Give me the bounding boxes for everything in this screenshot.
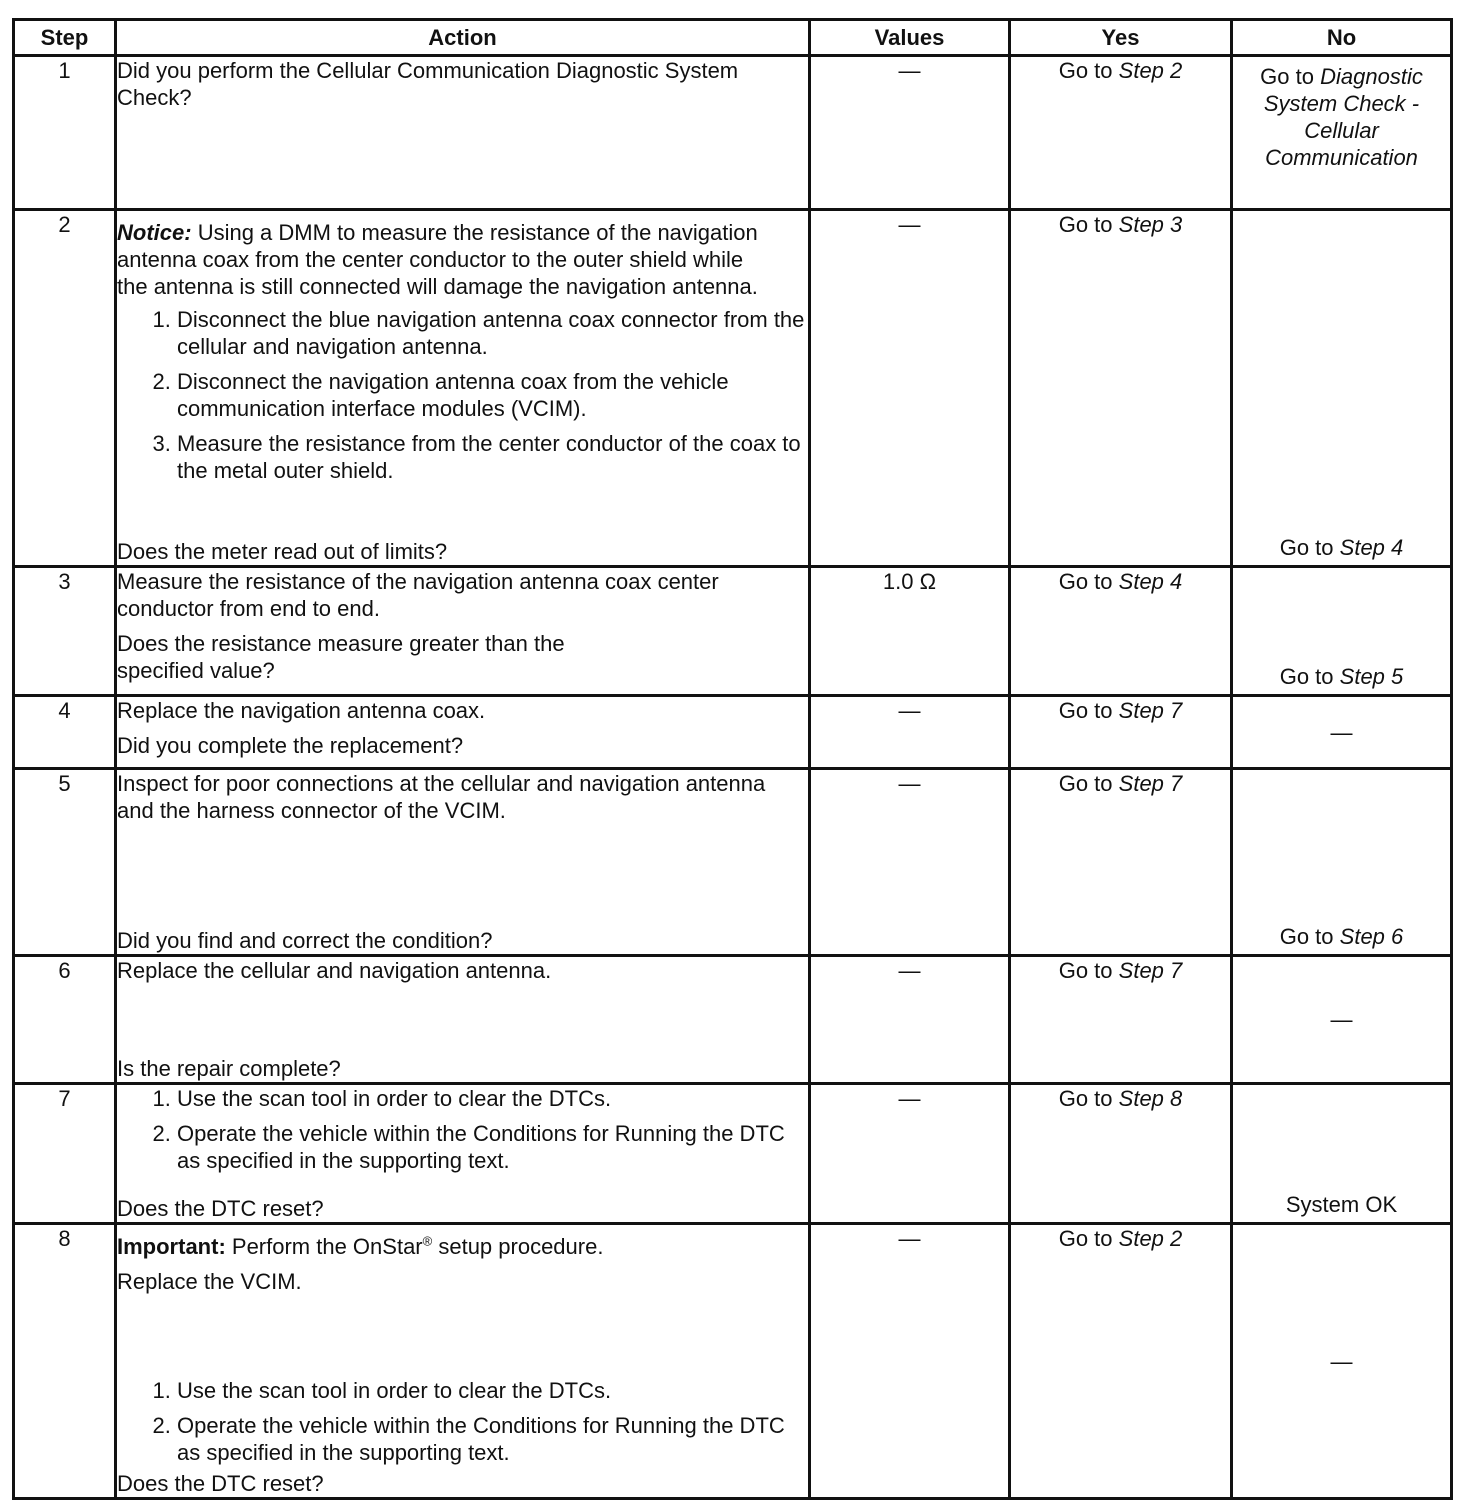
table-row (14, 956, 1452, 1084)
step-number: 7 (14, 1084, 116, 1224)
header-no: No (1232, 20, 1452, 56)
yes-link[interactable]: Step 7 (1118, 698, 1183, 723)
header-row (14, 20, 1452, 56)
list-item: 2. Operate the vehicle within the Conditions for Running the DTC as specified in the supporting text. (177, 1412, 808, 1466)
header-action: Action (116, 20, 810, 56)
important-paragraph (117, 1225, 808, 1260)
action-cell (116, 210, 810, 567)
values-cell: — (810, 1084, 1010, 1224)
no-cell: — (1232, 1224, 1452, 1499)
action-text: Replace the navigation antenna coax. (117, 698, 486, 723)
action-cell (116, 956, 810, 1084)
notice-text: Using a DMM to measure the resistance of the navigation antenna coax from the center conductor to the outer shield while the antenna is still connected will damage the navigation antenna. (117, 220, 758, 299)
header-step: Step (14, 20, 116, 56)
no-link[interactable]: Step 5 (1339, 664, 1404, 689)
action-text: Did you perform the Cellular Communication Diagnostic System Check? (117, 58, 739, 110)
important-text: Perform the OnStar (231, 1234, 423, 1259)
values-cell: — (810, 696, 1010, 769)
table-row (14, 56, 1452, 210)
table-row (14, 1224, 1452, 1499)
action-cell (116, 56, 810, 210)
step-number: 1 (14, 56, 116, 210)
action-cell (116, 1084, 810, 1224)
step-number: 2 (14, 210, 116, 567)
goto-label: Go to (1058, 212, 1113, 237)
header-yes: Yes (1010, 20, 1232, 56)
list-item: 2. Operate the vehicle within the Conditions for Running the DTC as specified in the supporting text. (177, 1120, 808, 1174)
registered-mark: ® (422, 1233, 433, 1249)
action-text: Replace the cellular and navigation antenna. (117, 958, 552, 983)
step-number: 3 (14, 567, 116, 696)
important-text-end: setup procedure. (432, 1234, 604, 1259)
no-cell: — (1232, 956, 1452, 1084)
values-cell: 1.0 Ω (810, 567, 1010, 696)
diagnostic-table (12, 18, 1453, 1500)
yes-cell (1010, 56, 1232, 210)
goto-label: Go to (1058, 569, 1113, 594)
values-cell: — (810, 1224, 1010, 1499)
no-cell (1232, 210, 1452, 567)
header-values: Values (810, 20, 1010, 56)
action-cell (116, 696, 810, 769)
yes-cell (1010, 1084, 1232, 1224)
yes-link[interactable]: Step 8 (1118, 1086, 1183, 1111)
no-link[interactable]: Step 4 (1339, 535, 1404, 560)
yes-link[interactable]: Step 4 (1118, 569, 1183, 594)
list-item: 1. Use the scan tool in order to clear the DTCs. (177, 1377, 808, 1404)
goto-label: Go to (1279, 535, 1334, 560)
important-label: Important: (117, 1234, 226, 1259)
action-cell (116, 769, 810, 956)
no-link[interactable]: Diagnostic System Check - Cellular Communication (1263, 64, 1423, 170)
yes-link[interactable]: Step 3 (1118, 212, 1183, 237)
no-cell (1232, 769, 1452, 956)
step-number: 6 (14, 956, 116, 1084)
action-text: Inspect for poor connections at the cellular and navigation antenna and the harness connector of the VCIM. (117, 771, 766, 823)
question-text: Does the DTC reset? (117, 1196, 324, 1221)
step-number: 4 (14, 696, 116, 769)
yes-link[interactable]: Step 7 (1118, 958, 1183, 983)
goto-label: Go to (1058, 58, 1113, 83)
question-text: Does the DTC reset? (117, 1471, 324, 1496)
step-number: 5 (14, 769, 116, 956)
goto-label: Go to (1058, 698, 1113, 723)
yes-link[interactable]: Step 2 (1118, 1226, 1183, 1251)
table-row (14, 1084, 1452, 1224)
goto-label: Go to (1058, 1226, 1113, 1251)
no-cell: System OK (1232, 1084, 1452, 1224)
goto-label: Go to (1058, 1086, 1113, 1111)
no-cell (1232, 567, 1452, 696)
list-item: 1. Disconnect the blue navigation antenna coax connector from the cellular and navigation antenna. (177, 306, 808, 360)
step-number: 8 (14, 1224, 116, 1499)
goto-label: Go to (1058, 958, 1113, 983)
values-cell: — (810, 210, 1010, 567)
yes-cell (1010, 956, 1232, 1084)
table-row (14, 567, 1452, 696)
no-cell: — (1232, 696, 1452, 769)
yes-link[interactable]: Step 2 (1118, 58, 1183, 83)
action-text: Replace the VCIM. (117, 1269, 302, 1294)
yes-cell (1010, 696, 1232, 769)
notice-paragraph (117, 211, 808, 300)
values-cell: — (810, 769, 1010, 956)
yes-cell (1010, 210, 1232, 567)
values-cell: — (810, 56, 1010, 210)
action-cell (116, 567, 810, 696)
list-item: 2. Disconnect the navigation antenna coax from the vehicle communication interface modules (VCIM). (177, 368, 808, 422)
notice-label: Notice: (117, 220, 192, 245)
action-cell (116, 1224, 810, 1499)
goto-label: Go to (1279, 664, 1334, 689)
question-text: Is the repair complete? (117, 1056, 341, 1081)
no-cell (1232, 56, 1452, 210)
procedure-list (117, 1377, 808, 1470)
list-item: 3. Measure the resistance from the center conductor of the coax to the metal outer shield. (177, 430, 808, 484)
yes-cell (1010, 1224, 1232, 1499)
question-text: Does the resistance measure greater than the specified value? (117, 631, 565, 683)
question-text: Did you complete the replacement? (117, 733, 464, 758)
yes-cell (1010, 567, 1232, 696)
action-text: Measure the resistance of the navigation antenna coax center conductor from end to end. (117, 569, 719, 621)
goto-label: Go to (1260, 64, 1314, 89)
yes-cell (1010, 769, 1232, 956)
goto-label: Go to (1279, 924, 1334, 949)
list-item: 1. Use the scan tool in order to clear the DTCs. (177, 1085, 808, 1112)
table-row (14, 210, 1452, 567)
table-row (14, 696, 1452, 769)
yes-link[interactable]: Step 7 (1118, 771, 1183, 796)
question-text: Did you find and correct the condition? (117, 928, 493, 953)
table-row (14, 769, 1452, 956)
procedure-list (117, 1085, 808, 1178)
question-text: Does the meter read out of limits? (117, 539, 448, 564)
values-cell: — (810, 956, 1010, 1084)
no-link[interactable]: Step 6 (1339, 924, 1404, 949)
procedure-list (117, 306, 808, 488)
goto-label: Go to (1058, 771, 1113, 796)
